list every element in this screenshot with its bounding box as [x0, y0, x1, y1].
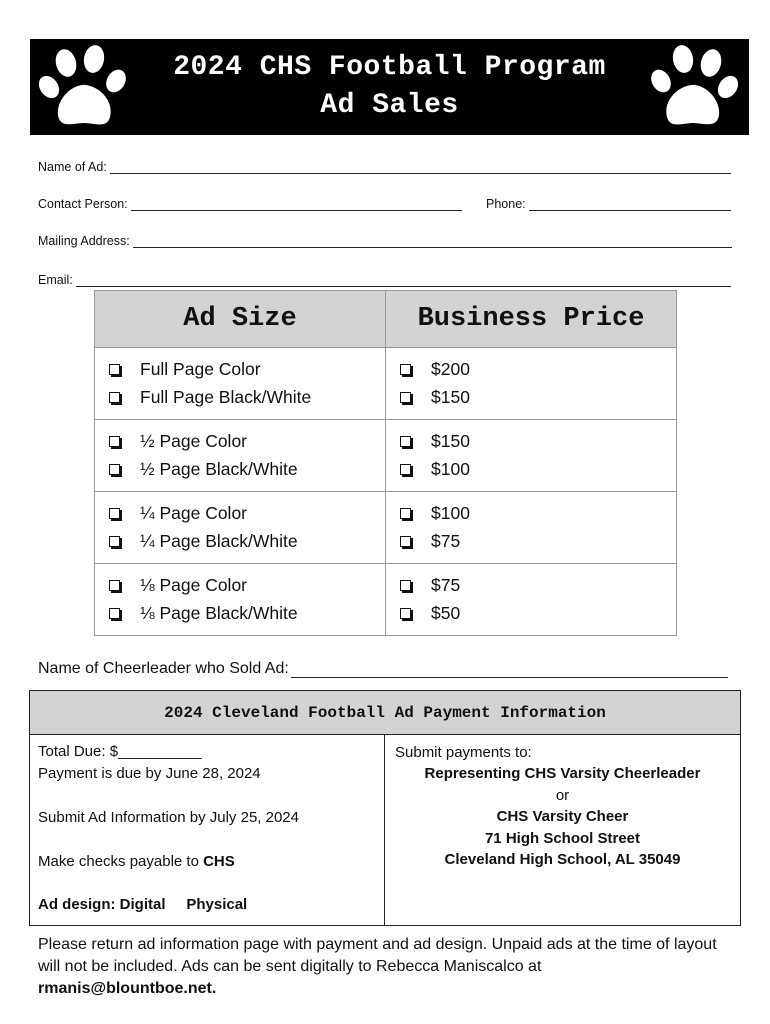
checks-payee: CHS — [203, 853, 235, 870]
contact-person-line[interactable] — [131, 199, 462, 211]
checkbox-icon[interactable] — [109, 392, 120, 403]
option-label: ¼ Page Black/White — [140, 531, 298, 551]
checkbox-icon[interactable] — [109, 580, 120, 591]
name-of-ad-label: Name of Ad: — [38, 160, 107, 174]
contact-email-link[interactable]: rmanis@blountboe.net. — [38, 980, 217, 997]
table-row — [95, 492, 677, 564]
representing-line: Representing CHS Varsity Cheerleader — [424, 765, 701, 782]
payment-info-box — [29, 690, 741, 926]
payee-line: CHS Varsity Cheer — [496, 808, 629, 825]
price-option[interactable] — [398, 456, 676, 484]
total-due: Total Due: $__________ — [38, 743, 202, 760]
option-eighth-page-bw[interactable] — [107, 600, 385, 628]
business-price-header: Business Price — [386, 291, 677, 348]
price-label: $150 — [431, 431, 470, 451]
phone-label: Phone: — [486, 197, 526, 211]
paw-print-icon — [645, 43, 741, 133]
return-instructions — [38, 934, 728, 1000]
option-eighth-page-color[interactable] — [107, 572, 385, 600]
instructions-text: Please return ad information page with payment and ad design. Unpaid ads at the time of layout will not be included. Ads can be sent digitally to Rebecca Maniscalco at — [38, 936, 717, 975]
cheerleader-label: Name of Cheerleader who Sold Ad: — [38, 660, 289, 677]
option-quarter-page-color[interactable] — [107, 500, 385, 528]
checkbox-icon[interactable] — [400, 608, 411, 619]
name-of-ad-line[interactable] — [110, 162, 731, 174]
payment-right-column — [385, 735, 740, 925]
checkbox-icon[interactable] — [109, 536, 120, 547]
checkbox-icon[interactable] — [109, 464, 120, 475]
mailing-address-line[interactable] — [133, 236, 732, 248]
checks-payable — [38, 853, 235, 870]
checkbox-icon[interactable] — [400, 536, 411, 547]
price-option[interactable] — [398, 572, 676, 600]
price-label: $100 — [431, 503, 470, 523]
payment-left-column — [30, 735, 385, 925]
table-row — [95, 564, 677, 636]
checkbox-icon[interactable] — [400, 436, 411, 447]
option-label: ⅛ Page Color — [140, 575, 248, 595]
ad-size-price-table — [94, 290, 677, 636]
price-label: $100 — [431, 459, 470, 479]
cheerleader-line[interactable] — [291, 662, 728, 678]
price-label: $200 — [431, 359, 470, 379]
option-half-page-color[interactable] — [107, 428, 385, 456]
payment-due-date: Payment is due by June 28, 2024 — [38, 765, 261, 782]
price-option[interactable] — [398, 500, 676, 528]
ad-design-choice: Ad design: Digital Physical — [38, 896, 248, 913]
checkbox-icon[interactable] — [109, 364, 120, 375]
email-label: Email: — [38, 273, 73, 287]
option-half-page-bw[interactable] — [107, 456, 385, 484]
checkbox-icon[interactable] — [400, 392, 411, 403]
title-line-1: 2024 CHS Football Program — [173, 52, 606, 83]
checkbox-icon[interactable] — [109, 608, 120, 619]
title-line-2: Ad Sales — [320, 90, 459, 121]
phone-field[interactable] — [486, 197, 731, 211]
option-label: ½ Page Black/White — [140, 459, 298, 479]
street-line: 71 High School Street — [484, 829, 641, 847]
checkbox-icon[interactable] — [400, 508, 411, 519]
contact-person-field[interactable] — [38, 197, 462, 211]
option-label: Full Page Color — [140, 359, 261, 379]
contact-person-label: Contact Person: — [38, 197, 128, 211]
option-label: ½ Page Color — [140, 431, 248, 451]
ad-size-header: Ad Size — [95, 291, 386, 348]
price-label: $50 — [431, 603, 461, 623]
price-option[interactable] — [398, 356, 676, 384]
checkbox-icon[interactable] — [400, 364, 411, 375]
payment-info-header: 2024 Cleveland Football Ad Payment Information — [30, 691, 740, 735]
price-option[interactable] — [398, 384, 676, 412]
option-full-page-bw[interactable] — [107, 384, 385, 412]
submit-by-date: Submit Ad Information by July 25, 2024 — [38, 809, 299, 826]
option-quarter-page-bw[interactable] — [107, 528, 385, 556]
title-banner — [30, 39, 749, 135]
name-of-ad-field[interactable] — [38, 160, 731, 174]
phone-line[interactable] — [529, 199, 731, 211]
price-label: $75 — [431, 575, 461, 595]
price-option[interactable] — [398, 600, 676, 628]
table-row — [95, 348, 677, 420]
option-label: Full Page Black/White — [140, 387, 312, 407]
price-label: $75 — [431, 531, 461, 551]
email-line[interactable] — [76, 275, 731, 287]
option-label: ⅛ Page Black/White — [140, 603, 298, 623]
price-option[interactable] — [398, 528, 676, 556]
table-row — [95, 420, 677, 492]
option-label: ¼ Page Color — [140, 503, 248, 523]
mailing-address-label: Mailing Address: — [38, 234, 130, 248]
email-field[interactable] — [38, 273, 731, 287]
checkbox-icon[interactable] — [400, 464, 411, 475]
price-label: $150 — [431, 387, 470, 407]
or-line: or — [555, 786, 570, 804]
cheerleader-field[interactable] — [38, 660, 728, 678]
option-full-page-color[interactable] — [107, 356, 385, 384]
checkbox-icon[interactable] — [400, 580, 411, 591]
checks-payable-text: Make checks payable to — [38, 853, 204, 870]
submit-to-label: Submit payments to: — [395, 744, 532, 761]
mailing-address-field[interactable] — [38, 234, 732, 248]
price-option[interactable] — [398, 428, 676, 456]
city-line: Cleveland High School, AL 35049 — [444, 851, 681, 868]
checkbox-icon[interactable] — [109, 508, 120, 519]
checkbox-icon[interactable] — [109, 436, 120, 447]
